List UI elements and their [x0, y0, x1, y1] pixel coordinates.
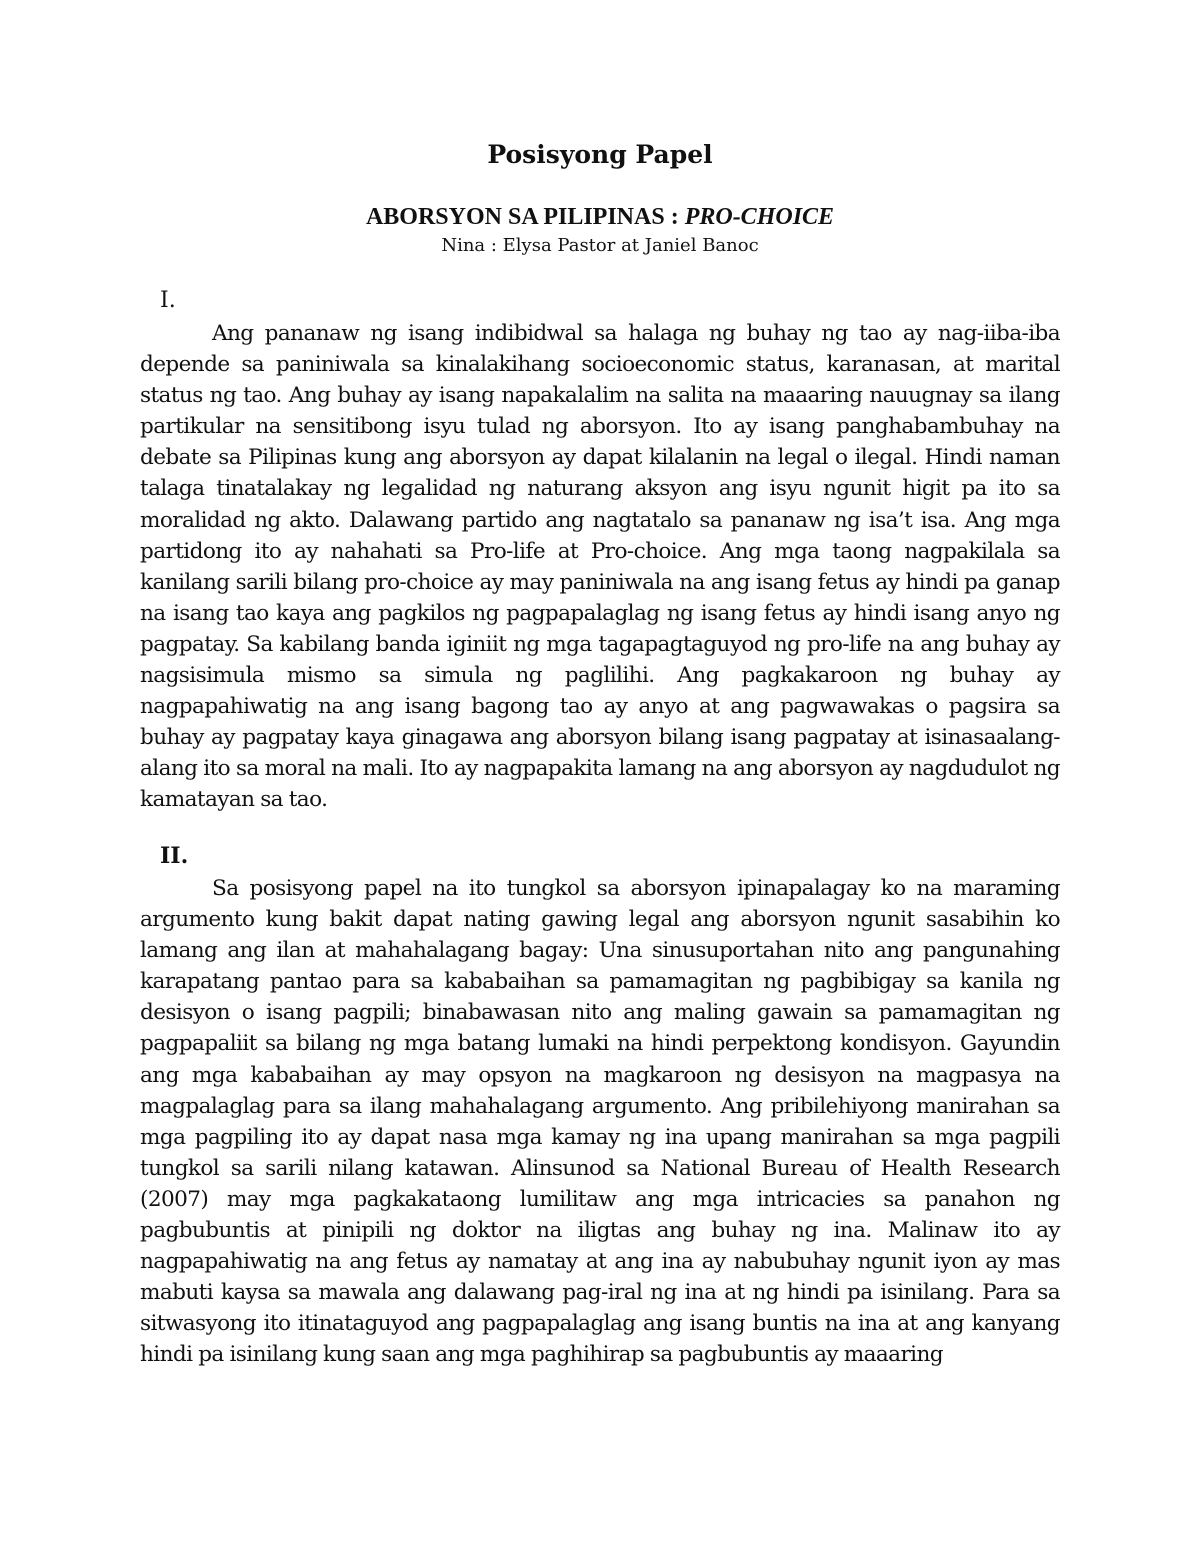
section-paragraph-2: Sa posisyong papel na ito tungkol sa aborsyon ipinapalagay ko na maraming argumento kung bakit dapat nating gawing legal ang aborsyon ngunit sasabihin ko lamang ang ilan at mahahalagang bagay: Una sinusuportahan nito ang pangunahing karapatang pantao para sa kababaihan sa pamamagitan ng pagbibigay sa kanila ng desisyon o isang pagpili; binabawasan nito ang maling gawain sa pamamagitan ng pagpapaliit sa bilang ng mga batang lumaki na hindi perpektong kondisyon. Gayundin ang mga kababaihan ay may opsyon na magkaroon ng desisyon na magpasya na magpalaglag para sa ilang mahahalagang argumento. Ang pribilehiyong manirahan sa mga pagpiling ito ay dapat nasa mga kamay ng ina upang manirahan sa mga pagpili tungkol sa sarili nilang katawan. Alinsunod sa National Bureau of Health Research (2007) may mga pagkakataong lumilitaw ang mga intricacies sa panahon ng pagbubuntis at pinipili ng doktor na iligtas ang buhay ng ina. Malinaw ito ay nagpapahiwatig na ang fetus ay namatay at ang ina ay nabubuhay ngunit iyon ay mas mabuti kaysa sa mawala ang dalawang pag-iral ng ina at ng hindi pa isinilang. Para sa sitwasyong ito itinataguyod ang pagpapalaglag ang isang buntis na ina at ang kanyang hindi pa isinilang kung saan ang mga paghihirap sa pagbubuntis ay maaaring — [140, 876, 1060, 1368]
subtitle-main: ABORSYON SA PILIPINAS : — [365, 204, 685, 230]
document-subtitle — [0, 202, 1200, 232]
subtitle-emphasis: PRO-CHOICE — [684, 204, 835, 230]
section-number-2: II. — [160, 843, 189, 869]
document-authors: Nina : Elysa Pastor at Janiel Banoc — [441, 235, 759, 256]
document-title: Posisyong Papel — [487, 140, 713, 169]
section-paragraph-1: Ang pananaw ng isang indibidwal sa halaga ng buhay ng tao ay nag-iiba-iba depende sa paniniwala sa kinalakihang socioeconomic status, karanasan, at marital status ng tao. Ang buhay ay isang napakalalim na salita na maaaring nauugnay sa ilang partikular na sensitibong isyu tulad ng aborsyon. Ito ay isang panghabambuhay na debate sa Pilipinas kung ang aborsyon ay dapat kilalanin na legal o ilegal. Hindi naman talaga tinatalakay ng legalidad ng naturang aksyon ang isyu ngunit higit pa ito sa moralidad ng akto. Dalawang partido ang nagtatalo sa pananaw ng isa’t isa. Ang mga partidong ito ay nahahati sa Pro-life at Pro-choice. Ang mga taong nagpakilala sa kanilang sarili bilang pro-choice ay may paniniwala na ang isang fetus ay hindi pa ganap na isang tao kaya ang pagkilos ng pagpapalaglag ng isang fetus ay hindi isang anyo ng pagpatay. Sa kabilang banda iginiit ng mga tagapagtaguyod ng pro-life na ang buhay ay nagsisimula mismo sa simula ng paglilihi. Ang pagkakaroon ng buhay ay nagpapahiwatig na ang isang bagong tao ay anyo at ang pagwawakas o pagsira sa buhay ay pagpatay kaya ginagawa ang aborsyon bilang isang pagpatay at isinasaalang-alang ito sa moral na mali. Ito ay nagpapakita lamang na ang aborsyon ay nagdudulot ng kamatayan sa tao. — [140, 321, 1060, 813]
section-number-1: I. — [160, 288, 176, 313]
